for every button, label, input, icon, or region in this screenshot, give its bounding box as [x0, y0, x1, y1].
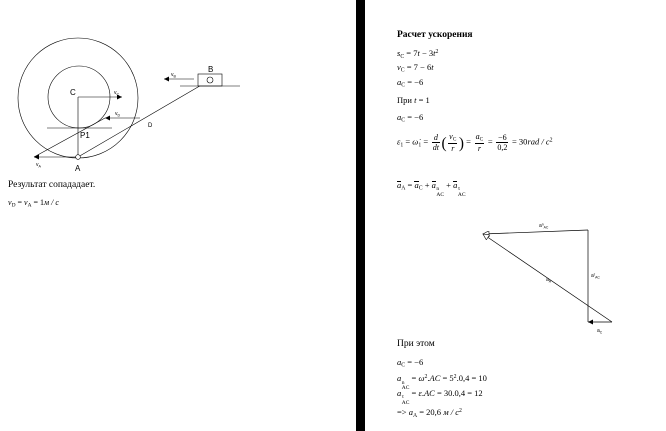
formula-subscript: A: [27, 202, 32, 209]
formula-text: .0,4 = 10: [456, 373, 487, 384]
label-b: B: [208, 65, 214, 74]
formula-angular-acceleration: [397, 132, 553, 153]
formula-vector: a: [453, 180, 458, 190]
formula-variable: a: [397, 112, 402, 122]
formula-variable: a: [397, 388, 402, 398]
fraction-denominator: [432, 143, 440, 152]
label-a-tau-ac-sub: AC: [595, 275, 600, 280]
formula-vector-equation: [397, 180, 466, 199]
formula-superscript: τ: [457, 186, 461, 193]
formula-text: − 3: [419, 48, 434, 59]
formula-variable: ω̇: [412, 136, 419, 147]
formula-subscript: D: [11, 202, 16, 209]
formula-subscript: C: [401, 362, 406, 369]
formula-text: =>: [397, 407, 409, 418]
time-condition: [397, 95, 430, 106]
formula-subscript: C: [418, 185, 423, 192]
formula-subscript: AC: [401, 385, 410, 392]
formula-text: .: [421, 388, 424, 398]
formula-subscript: AC: [436, 192, 445, 199]
formula-subscript: AC: [401, 400, 410, 407]
formula-superscript: 2: [424, 374, 428, 380]
formula-variable: v: [449, 132, 453, 141]
page-divider: [356, 0, 365, 431]
vector-a-n-ac: [483, 230, 588, 234]
label-v-d-sub: D: [117, 113, 121, 118]
formula-superscript: 2: [459, 408, 462, 414]
label-v-a-sub: A: [38, 164, 41, 169]
label-v-c: [114, 90, 120, 97]
formula-superscript: 2: [435, 49, 439, 55]
formula-text: =: [485, 136, 495, 147]
formula-velocity-law: [397, 62, 434, 77]
formula-vector: a: [397, 180, 402, 190]
formula-variable: ω: [418, 373, 425, 384]
formula-text: = −6: [405, 112, 424, 122]
right-page: [365, 0, 666, 431]
label-a-tau-ac-sup: τ: [593, 272, 596, 277]
velocity-profile-line: [34, 118, 105, 157]
label-v-b-sub: B: [173, 74, 176, 79]
formula-variable: a: [397, 373, 402, 384]
formula-variable: r: [477, 143, 481, 153]
formula-variable: v: [8, 198, 12, 207]
formula-acceleration-law: [397, 77, 423, 92]
formula-text: =: [15, 198, 25, 207]
formula-text: −6: [498, 132, 507, 142]
label-a-a-base: a: [546, 277, 549, 283]
label-a-a: [546, 277, 552, 284]
formula-variable: м / с: [443, 407, 459, 418]
point-a: [76, 155, 81, 160]
formula-text: = 7: [404, 48, 418, 59]
label-a-tau-ac: [591, 273, 600, 280]
formula-subscript: 1: [418, 142, 422, 149]
section-title: Расчет ускорения: [397, 30, 473, 40]
formula-text: =: [405, 180, 415, 190]
formula-ac-at-time: [397, 112, 423, 127]
formula-variable: a: [397, 77, 402, 87]
formula-subscript: AC: [457, 192, 466, 199]
formula-fraction: [432, 133, 440, 153]
formula-fraction: [496, 133, 508, 153]
formula-fraction: [448, 132, 457, 153]
formula-variable: r: [451, 143, 455, 153]
fraction-numerator: [448, 132, 457, 144]
formula-text: = 1: [416, 95, 430, 105]
formula-text: = 30: [509, 136, 528, 147]
formula-vector: a: [414, 180, 419, 190]
label-a-c-sub: C: [599, 330, 603, 335]
formula-variable: d: [433, 132, 438, 142]
formula-vector: a: [431, 180, 436, 190]
formula-subscript: C: [400, 53, 405, 60]
formula-subscript: C: [479, 136, 484, 143]
fraction-numerator: [475, 132, 485, 144]
formula-text: =: [409, 388, 419, 398]
result-text: Результат сопададает.: [8, 180, 96, 190]
label-a: A: [75, 164, 81, 173]
label-a-n-ac-sup: n: [541, 222, 544, 227]
formula-text: При: [397, 95, 415, 105]
label-d: D: [148, 123, 153, 129]
formula-subscript: C: [452, 136, 457, 143]
formula-parenthesis: ): [458, 134, 465, 152]
formula-ac-value: [397, 357, 423, 372]
label-a-n-ac-sub: AC: [543, 225, 549, 230]
formula-text: = 7 − 6: [404, 62, 432, 72]
formula-text: = 5: [440, 373, 454, 384]
formula-text: +: [444, 180, 454, 190]
slider-pin-b: [207, 77, 213, 83]
formula-variable: ε: [418, 388, 422, 398]
formula-subscript: C: [400, 67, 405, 74]
formula-superscript: 2: [453, 374, 457, 380]
formula-variable: a: [397, 357, 402, 367]
formula-subsup: [458, 187, 466, 198]
formula-text: =: [464, 136, 474, 147]
formula-text: 0,2: [497, 143, 508, 153]
formula-variable: t: [414, 95, 417, 105]
formula-subsup: [436, 187, 444, 198]
formula-text: =: [403, 136, 413, 147]
fraction-denominator: [496, 143, 508, 152]
label-v-d: [115, 111, 121, 118]
formula-tangential-acceleration: [397, 385, 483, 407]
label-c: C: [70, 88, 76, 97]
formula-variable: a: [475, 132, 480, 141]
formula-variable: s: [397, 48, 401, 59]
acceleration-vector-diagram: [466, 215, 626, 340]
formula-text: = 1: [31, 198, 45, 207]
formula-text: = 20,6: [417, 407, 444, 418]
label-v-a-base: v: [36, 162, 39, 168]
formula-text: = −6: [405, 357, 424, 367]
formula-position-law: [397, 47, 438, 63]
formula-variable: ε: [397, 136, 401, 147]
formula-variable: v: [24, 198, 28, 207]
formula-superscript: 2: [549, 137, 553, 144]
formula-text: .: [427, 373, 430, 384]
fraction-numerator: [432, 133, 440, 143]
formula-variable: v: [397, 62, 401, 72]
label-v-c-base: v: [114, 90, 117, 96]
label-v-b-base: v: [171, 72, 174, 78]
label-v-d-base: v: [115, 111, 118, 117]
label-a-c: [597, 328, 603, 335]
formula-text: = 30.0,4 = 12: [434, 388, 483, 398]
formula-variable: AC: [423, 388, 435, 398]
formula-variable: t: [431, 62, 434, 72]
fraction-denominator: [475, 144, 485, 153]
formula-variable: a: [408, 407, 413, 418]
formula-fraction: [475, 132, 485, 153]
formula-variable: dt: [432, 143, 440, 153]
label-v-c-sub: C: [116, 92, 120, 97]
formula-variable: t: [417, 48, 420, 59]
label-a-c-base: a: [597, 328, 600, 334]
formula-text: +: [422, 180, 432, 190]
fraction-numerator: [496, 133, 508, 143]
formula-text: =: [409, 373, 419, 384]
where-heading: При этом: [397, 339, 435, 349]
formula-parenthesis: (: [441, 134, 447, 152]
fraction-denominator: [448, 144, 457, 153]
formula-variable: AC: [429, 373, 441, 384]
formula-subscript: A: [412, 412, 418, 419]
rod-ab: [78, 80, 210, 157]
label-a-tau-ac-base: a: [591, 273, 594, 279]
formula-superscript: τ: [401, 394, 404, 401]
result-formula: [8, 197, 59, 212]
formula-text: =: [421, 136, 431, 147]
label-a-n-ac-base: a: [539, 223, 542, 229]
label-a-a-sub: A: [548, 279, 552, 284]
formula-superscript: n: [401, 379, 405, 386]
label-v-a: [36, 162, 42, 169]
formula-subscript: 1: [400, 142, 404, 149]
label-a-n-ac: [539, 223, 549, 230]
formula-variable: м / с: [44, 198, 59, 207]
formula-subscript: C: [401, 82, 406, 89]
formula-superscript: n: [436, 186, 440, 193]
formula-variable: rad / c: [527, 136, 550, 147]
formula-result-acceleration: [397, 406, 462, 422]
formula-subscript: C: [401, 117, 406, 124]
label-p1: P1: [80, 131, 90, 140]
formula-subscript: A: [401, 185, 406, 192]
formula-text: = −6: [405, 77, 424, 87]
formula-variable: t: [433, 48, 436, 59]
label-v-b: [171, 72, 177, 79]
